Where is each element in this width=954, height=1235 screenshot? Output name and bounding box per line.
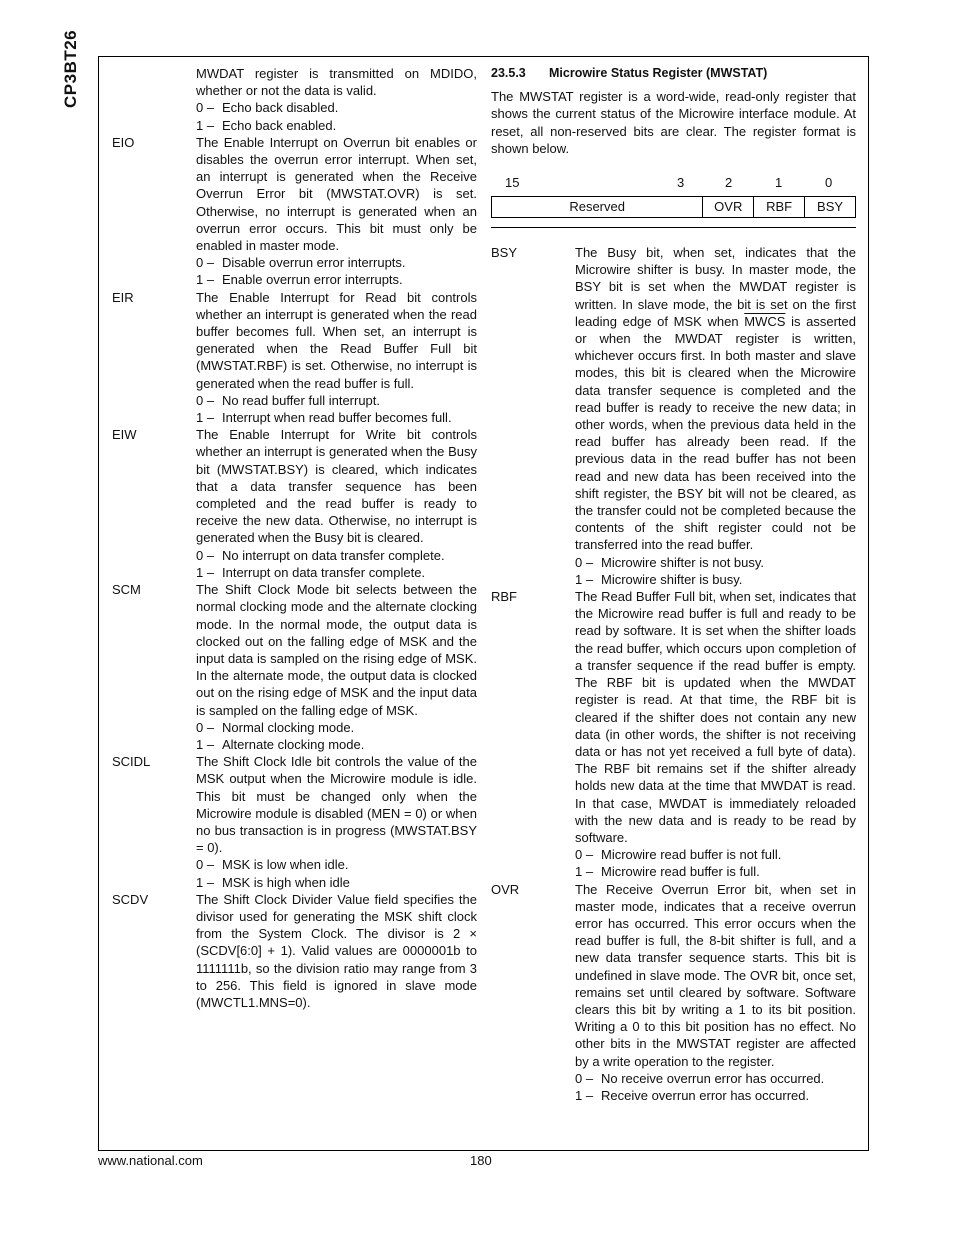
option-row: 1 – Echo back enabled. [196, 117, 337, 133]
field-description: The Busy bit, when set, indicates that the Microwire shifter is busy. In master mode, the BSY bit is set when the MWDAT register is written. In slave mode, the bit is set on the first leading edge of MSK when MWCS is asserted or when the MWDAT register is written, whichever occurs first. In both master and slave modes, this bit is cleared when the Microwire data transfer sequence is completed and the read buffer is ready to receive the new data; in other words, when the previous data held in the read buffer has already been read. If the previous data in the read buffer has not been read and new data has been received into the shift register, the BSY bit will not be cleared, as the transfer could not be completed because the contents of the shift register could not be transferred into the read buffer. [575, 245, 856, 553]
field-name: RBF [491, 589, 517, 605]
field-entry-bsy [491, 244, 856, 588]
field-name: EIW [112, 427, 137, 443]
frame-right-rule [868, 56, 869, 1151]
field-entry-scm [112, 581, 477, 753]
option-row: 0 – Echo back disabled. [196, 100, 339, 116]
option-row: 1 – Microwire shifter is busy. [575, 571, 743, 587]
field-name: OVR [491, 881, 520, 897]
left-column [112, 65, 477, 1011]
field-entry-eio [112, 134, 477, 289]
frame-left-rule [98, 56, 99, 1151]
option-row: 0 – Normal clocking mode. [196, 719, 355, 735]
field-description: The Shift Clock Divider Value field specifies the divisor used for generating the MSK shift clock from the System Clock. The divisor is 2 × (SCDV[6:0] + 1). Valid values are 0000001b to 1111111b, so the division ratio may range from 3 to 256. This field is ignored in slave mode (MWCTL1.MNS=0). [196, 891, 477, 1010]
option-row: 1 – Enable overrun error interrupts. [196, 272, 403, 288]
option-row: 0 – Microwire read buffer is not full. [575, 847, 782, 863]
document-title: CP3BT26 [61, 29, 80, 108]
field-description: The Read Buffer Full bit, when set, indicates that the Microwire read buffer is full and ready to be read by software. It is set when the shifter loads the read buffer, which occurs upon completion of a transfer sequence if the read buffer is empty. The RBF bit is updated when the MWDAT register is read. At that time, the RBF bit is cleared if the shifter does not contain any new data (in other words, the shifter is not receiving data or has not yet received a full byte of data). The RBF bit remains set if the shifter already holds new data at the time that MWDAT is read. In that case, MWDAT is immediately reloaded with the new data and is ready to be read by software. [575, 589, 856, 845]
option-row: 0 – No receive overrun error has occurred. [575, 1070, 825, 1086]
field-name: SCM [112, 582, 141, 598]
field-ovr: OVR [703, 197, 754, 218]
section-intro: The MWSTAT register is a word-wide, read-only register that shows the current status of the Microwire interface module. At reset, all non-reserved bits are clear. The register format is shown below. [491, 89, 856, 156]
field-description: The Shift Clock Idle bit controls the value of the MSK output when the Microwire module is idle. This bit must be changed only when the Microwire module is disabled (MEN = 0) or when no bus transaction is in progress (MWSTAT.BSY = 0). [196, 754, 477, 856]
page-number: 180 [470, 1153, 492, 1168]
section-rule [491, 227, 856, 228]
frame-bottom-rule [98, 1150, 869, 1151]
field-name: SCDV [112, 891, 149, 907]
continuation-entry [112, 65, 477, 134]
field-entry-rbf [491, 588, 856, 880]
right-column [491, 65, 856, 1104]
option-row: 0 – No interrupt on data transfer complete. [196, 547, 445, 563]
option-row: 0 – No read buffer full interrupt. [196, 392, 381, 408]
field-description: The Enable Interrupt for Write bit controls whether an interrupt is generated when the Busy bit (MWSTAT.BSY) is cleared, which indicates that a data transfer sequence has been completed and the read buffer is ready to receive the new data. Otherwise, no interrupt is generated when the Busy bit is cleared. [196, 427, 477, 546]
option-row: 0 – Microwire shifter is not busy. [575, 554, 765, 570]
field-name: SCIDL [112, 754, 151, 770]
field-description: The Enable Interrupt on Overrun bit enables or disables the overrun error interrupt. When set, an interrupt is generated when the Receive Overrun Error bit (MWSTAT.OVR) is set. Otherwise, no interrupt is generated when an overrun error occurs. This bit must only be enabled in master mode. [196, 134, 477, 254]
field-description: The Receive Overrun Error bit, when set in master mode, indicates that a receive overrun error has occurred. This error occurs when the read buffer is full, the 8-bit shifter is full, and a new data transfer sequence starts. This bit is undefined in slave mode. The OVR bit, once set, remains set until cleared by software. Software clears this bit by writing a 1 to its bit position. Writing a 0 to this bit position has no effect. No other bits in the MWSTAT register are affected by a write operation to the register. [575, 881, 856, 1069]
bit-numbers: 15 3 2 1 0 [505, 175, 833, 191]
option-row: 1 – Alternate clocking mode. [196, 736, 365, 752]
continuation-text: MWDAT register is transmitted on MDIDO, whether or not the data is valid. [196, 66, 477, 99]
section-heading: 23.5.3 Microwire Status Register (MWSTAT) [491, 66, 768, 80]
option-row: 1 – MSK is high when idle [196, 874, 350, 890]
field-name: BSY [491, 245, 518, 261]
field-entry-eiw [112, 426, 477, 581]
field-entry-eir [112, 289, 477, 427]
option-row: 1 – Interrupt when read buffer becomes full. [196, 410, 452, 426]
field-entry-scidl [112, 753, 477, 891]
footer-website[interactable]: www.national.com [98, 1153, 203, 1168]
signal-name: MWCS [744, 313, 786, 329]
field-description: The Enable Interrupt for Read bit controls whether an interrupt is generated when the read buffer becomes full. When set, an interrupt is generated when the Read Buffer Full bit (MWSTAT.RBF) is set. Otherwise, no interrupt is generated when the read buffer is full. [196, 289, 477, 391]
field-description: The Shift Clock Mode bit selects between the normal clocking mode and the alternate clocking mode. In the normal mode, the output data is clocked out on the falling edge of MSK and the input data is sampled on the rising edge of MSK. In the alternate mode, the output data is clocked out on the rising edge of MSK and the input data is sampled on the falling edge of MSK. [196, 582, 477, 718]
field-reserved: Reserved [492, 197, 703, 218]
field-name: EIR [112, 289, 134, 305]
option-row: 1 – Interrupt on data transfer complete. [196, 564, 426, 580]
field-entry-ovr [491, 881, 856, 1105]
frame-top-rule [98, 56, 869, 57]
register-diagram [491, 174, 856, 228]
field-rbf: RBF [754, 197, 805, 218]
field-bsy: BSY [805, 197, 856, 218]
register-table [491, 196, 856, 218]
option-row: 1 – Microwire read buffer is full. [575, 864, 760, 880]
field-name: EIO [112, 134, 135, 150]
option-row: 0 – Disable overrun error interrupts. [196, 255, 406, 271]
field-entry-scdv [112, 891, 477, 1011]
option-row: 1 – Receive overrun error has occurred. [575, 1087, 810, 1103]
option-row: 0 – MSK is low when idle. [196, 857, 349, 873]
